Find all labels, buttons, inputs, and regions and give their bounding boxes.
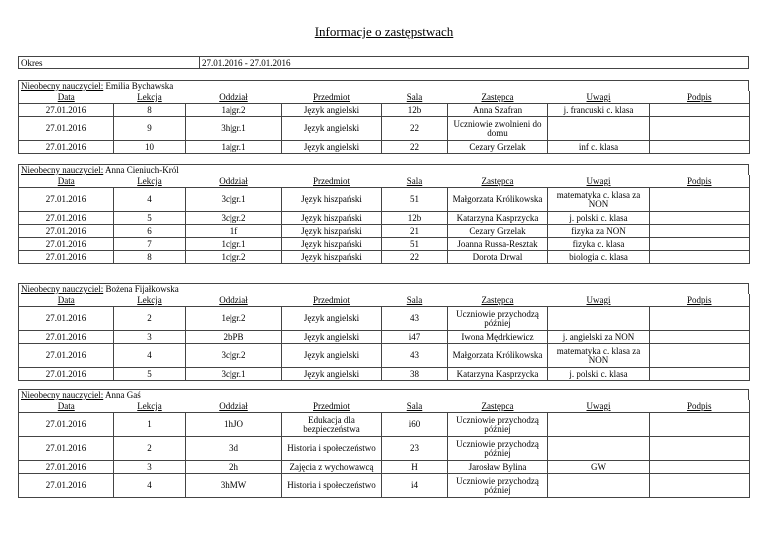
table-cell — [650, 212, 750, 225]
absent-teacher-name: Emilia Bychawska — [103, 81, 174, 91]
table-cell: 43 — [382, 307, 448, 331]
table-header-row — [19, 175, 750, 188]
table-header-row — [19, 400, 750, 413]
table-cell: Zajęcia z wychowawcą — [282, 461, 382, 474]
absent-teacher-header — [18, 389, 749, 400]
table-cell: 2h — [186, 461, 282, 474]
table-cell: 2 — [114, 307, 186, 331]
table-cell: 27.01.2016 — [19, 437, 114, 461]
column-header: Podpis — [650, 175, 750, 188]
absent-teacher-name: Anna Cieniuch-Król — [103, 165, 179, 175]
absent-teacher-label: Nieobecny nauczyciel: — [21, 165, 104, 175]
column-header: Uwagi — [548, 91, 650, 104]
absent-teacher-header — [18, 164, 749, 175]
table-cell: 27.01.2016 — [19, 307, 114, 331]
table-cell: Uczniowie przychodzą później — [448, 307, 548, 331]
table-cell: 27.01.2016 — [19, 117, 114, 141]
table-cell: 3 — [114, 331, 186, 344]
table-cell: 4 — [114, 188, 186, 212]
table-cell: Iwona Mędrkiewicz — [448, 331, 548, 344]
column-header: Lekcja — [114, 175, 186, 188]
table-cell: 4 — [114, 344, 186, 368]
table-cell: 3c|gr.1 — [186, 368, 282, 381]
table-cell: 27.01.2016 — [19, 225, 114, 238]
table-cell: Katarzyna Kasprzycka — [448, 368, 548, 381]
table-cell: Uczniowie zwolnieni do domu — [448, 117, 548, 141]
table-cell: matematyka c. klasa za NON — [548, 188, 650, 212]
table-cell: fizyka c. klasa — [548, 238, 650, 251]
column-header: Sala — [382, 294, 448, 307]
table-cell: Historia i społeczeństwo — [282, 437, 382, 461]
table-row — [19, 368, 750, 381]
table-row — [19, 238, 750, 251]
column-header: Sala — [382, 175, 448, 188]
table-cell: 2 — [114, 437, 186, 461]
table-cell: Język angielski — [282, 331, 382, 344]
table-cell: i47 — [382, 331, 448, 344]
table-cell: 27.01.2016 — [19, 474, 114, 498]
table-cell: j. polski c. klasa — [548, 212, 650, 225]
column-header: Oddział — [186, 91, 282, 104]
table-cell: 1c|gr.1 — [186, 238, 282, 251]
table-cell: 27.01.2016 — [19, 188, 114, 212]
table-cell — [650, 307, 750, 331]
table-cell: Język angielski — [282, 368, 382, 381]
table-cell: 12b — [382, 104, 448, 117]
table-cell: 27.01.2016 — [19, 251, 114, 264]
table-cell: 12b — [382, 212, 448, 225]
table-row — [19, 437, 750, 461]
column-header: Zastępca — [448, 91, 548, 104]
column-header: Uwagi — [548, 294, 650, 307]
table-cell: 27.01.2016 — [19, 344, 114, 368]
table-cell: i60 — [382, 413, 448, 437]
table-cell: matematyka c. klasa za NON — [548, 344, 650, 368]
table-cell: 6 — [114, 225, 186, 238]
table-cell: 3c|gr.2 — [186, 344, 282, 368]
table-cell — [650, 368, 750, 381]
teacher-section — [18, 389, 749, 498]
table-cell — [650, 117, 750, 141]
table-cell: 10 — [114, 141, 186, 154]
table-row — [19, 225, 750, 238]
table-cell — [650, 141, 750, 154]
table-cell: inf c. klasa — [548, 141, 650, 154]
table-row — [19, 141, 750, 154]
table-cell: 1a|gr.1 — [186, 141, 282, 154]
column-header: Podpis — [650, 91, 750, 104]
period-label: Okres — [19, 57, 200, 69]
table-cell — [650, 474, 750, 498]
table-row — [19, 331, 750, 344]
table-cell: 21 — [382, 225, 448, 238]
column-header: Data — [19, 91, 114, 104]
table-cell: Język angielski — [282, 117, 382, 141]
substitution-table — [18, 175, 750, 264]
table-cell: 5 — [114, 212, 186, 225]
table-cell: 27.01.2016 — [19, 331, 114, 344]
table-cell: Cezary Grzelak — [448, 225, 548, 238]
table-cell: 3 — [114, 461, 186, 474]
table-cell: fizyka za NON — [548, 225, 650, 238]
table-cell: Język angielski — [282, 344, 382, 368]
table-cell: Uczniowie przychodzą później — [448, 413, 548, 437]
table-cell — [650, 437, 750, 461]
period-value: 27.01.2016 - 27.01.2016 — [200, 57, 749, 69]
table-cell: Historia i społeczeństwo — [282, 474, 382, 498]
table-cell: 3d — [186, 437, 282, 461]
column-header: Sala — [382, 400, 448, 413]
table-cell: 27.01.2016 — [19, 413, 114, 437]
table-header-row — [19, 91, 750, 104]
table-cell: i4 — [382, 474, 448, 498]
column-header: Zastępca — [448, 294, 548, 307]
column-header: Przedmiot — [282, 91, 382, 104]
page-title: Informacje o zastępstwach — [314, 24, 454, 39]
table-cell — [548, 117, 650, 141]
table-cell — [650, 225, 750, 238]
table-header-row — [19, 294, 750, 307]
table-cell: 3h|gr.1 — [186, 117, 282, 141]
table-cell: 9 — [114, 117, 186, 141]
column-header: Uwagi — [548, 175, 650, 188]
table-cell: biologia c. klasa — [548, 251, 650, 264]
table-row — [19, 461, 750, 474]
table-cell: 8 — [114, 251, 186, 264]
teacher-section — [18, 164, 749, 264]
table-cell: 23 — [382, 437, 448, 461]
absent-teacher-label: Nieobecny nauczyciel: — [21, 81, 104, 91]
absent-teacher-header — [18, 80, 749, 91]
table-cell: Język hiszpański — [282, 238, 382, 251]
absent-teacher-name: Anna Gaś — [103, 390, 141, 400]
table-cell: Jarosław Bylina — [448, 461, 548, 474]
table-cell: 5 — [114, 368, 186, 381]
table-cell: Joanna Russa-Resztak — [448, 238, 548, 251]
table-cell — [650, 188, 750, 212]
table-cell: Język hiszpański — [282, 212, 382, 225]
table-cell: Język hiszpański — [282, 251, 382, 264]
table-cell: Cezary Grzelak — [448, 141, 548, 154]
column-header: Sala — [382, 91, 448, 104]
table-cell: 27.01.2016 — [19, 212, 114, 225]
table-cell: 8 — [114, 104, 186, 117]
table-row — [19, 474, 750, 498]
table-cell: 27.01.2016 — [19, 368, 114, 381]
table-cell: j. polski c. klasa — [548, 368, 650, 381]
table-cell — [650, 461, 750, 474]
table-row — [19, 344, 750, 368]
table-cell: 51 — [382, 238, 448, 251]
column-header: Lekcja — [114, 91, 186, 104]
column-header: Data — [19, 175, 114, 188]
table-cell: j. angielski za NON — [548, 331, 650, 344]
table-cell: Język angielski — [282, 141, 382, 154]
table-cell: 22 — [382, 117, 448, 141]
table-cell: Język angielski — [282, 307, 382, 331]
table-cell: 3c|gr.1 — [186, 188, 282, 212]
table-cell — [650, 104, 750, 117]
column-header: Zastępca — [448, 400, 548, 413]
table-cell — [650, 331, 750, 344]
table-cell: Dorota Drwal — [448, 251, 548, 264]
table-cell: Anna Szafran — [448, 104, 548, 117]
column-header: Podpis — [650, 294, 750, 307]
teacher-section — [18, 283, 749, 381]
absent-teacher-header — [18, 283, 749, 294]
column-header: Oddział — [186, 294, 282, 307]
column-header: Data — [19, 400, 114, 413]
table-cell: Katarzyna Kasprzycka — [448, 212, 548, 225]
table-cell: 7 — [114, 238, 186, 251]
table-cell: 27.01.2016 — [19, 238, 114, 251]
table-cell — [650, 238, 750, 251]
table-cell: j. francuski c. klasa — [548, 104, 650, 117]
table-cell: Małgorzata Królikowska — [448, 344, 548, 368]
table-cell: Uczniowie przychodzą później — [448, 474, 548, 498]
column-header: Data — [19, 294, 114, 307]
table-cell — [650, 251, 750, 264]
table-cell: 1hJO — [186, 413, 282, 437]
table-row — [19, 117, 750, 141]
column-header: Podpis — [650, 400, 750, 413]
table-row — [19, 413, 750, 437]
table-cell — [548, 307, 650, 331]
table-cell: H — [382, 461, 448, 474]
column-header: Uwagi — [548, 400, 650, 413]
absent-teacher-name: Bożena Fijałkowska — [103, 284, 179, 294]
table-cell: 22 — [382, 251, 448, 264]
table-cell: 1e|gr.2 — [186, 307, 282, 331]
column-header: Przedmiot — [282, 294, 382, 307]
period-table — [18, 56, 749, 69]
table-cell: Małgorzata Królikowska — [448, 188, 548, 212]
table-cell: 3hMW — [186, 474, 282, 498]
table-row — [19, 212, 750, 225]
substitution-table — [18, 294, 750, 381]
column-header: Oddział — [186, 400, 282, 413]
table-cell: Język angielski — [282, 104, 382, 117]
table-cell: 43 — [382, 344, 448, 368]
table-cell: 51 — [382, 188, 448, 212]
substitution-table — [18, 400, 750, 498]
table-cell — [650, 413, 750, 437]
table-cell: 22 — [382, 141, 448, 154]
table-cell: 2bPB — [186, 331, 282, 344]
table-cell: Edukacja dla bezpieczeństwa — [282, 413, 382, 437]
table-cell — [650, 344, 750, 368]
column-header: Lekcja — [114, 294, 186, 307]
absent-teacher-label: Nieobecny nauczyciel: — [21, 284, 104, 294]
absent-teacher-label: Nieobecny nauczyciel: — [21, 390, 104, 400]
table-cell: 4 — [114, 474, 186, 498]
table-cell: Uczniowie przychodzą później — [448, 437, 548, 461]
table-cell — [548, 474, 650, 498]
table-cell: 1 — [114, 413, 186, 437]
table-cell: 27.01.2016 — [19, 141, 114, 154]
column-header: Oddział — [186, 175, 282, 188]
table-row — [19, 251, 750, 264]
table-row — [19, 104, 750, 117]
substitution-table — [18, 91, 750, 154]
table-cell: 27.01.2016 — [19, 104, 114, 117]
table-cell: 1c|gr.2 — [186, 251, 282, 264]
table-cell: Język hiszpański — [282, 188, 382, 212]
table-row — [19, 307, 750, 331]
table-cell: 1a|gr.2 — [186, 104, 282, 117]
table-cell: 27.01.2016 — [19, 461, 114, 474]
table-cell: GW — [548, 461, 650, 474]
table-cell: 38 — [382, 368, 448, 381]
column-header: Lekcja — [114, 400, 186, 413]
column-header: Zastępca — [448, 175, 548, 188]
table-cell — [548, 413, 650, 437]
table-cell: 1f — [186, 225, 282, 238]
teacher-section — [18, 80, 749, 154]
table-cell: 3c|gr.2 — [186, 212, 282, 225]
table-cell — [548, 437, 650, 461]
table-row — [19, 188, 750, 212]
table-cell: Język hiszpański — [282, 225, 382, 238]
column-header: Przedmiot — [282, 400, 382, 413]
column-header: Przedmiot — [282, 175, 382, 188]
